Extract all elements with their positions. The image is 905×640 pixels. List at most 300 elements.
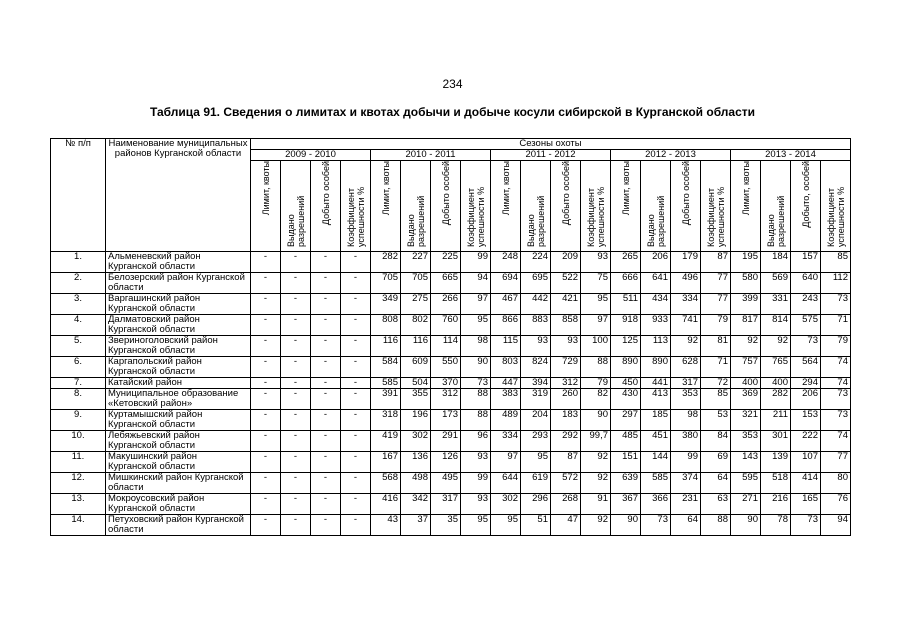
table-cell: 95 [461,315,491,336]
table-cell: 421 [551,294,581,315]
table-cell: - [281,252,311,273]
table-cell: 136 [401,452,431,473]
table-cell: 94 [461,273,491,294]
table-cell: - [341,252,371,273]
table-cell: 824 [521,357,551,378]
table-cell: 271 [731,494,761,515]
table-cell: 116 [401,336,431,357]
table-cell: - [311,252,341,273]
table-cell: 353 [671,389,701,410]
header-subcolumn: Добыто особей [671,161,701,252]
district-name: Куртамышский район Курганской области [106,410,251,431]
header-subcolumn: Лимит, квоты [731,161,761,252]
table-cell: 467 [491,294,521,315]
table-cell: - [251,336,281,357]
table-cell: 447 [491,378,521,389]
table-cell: 73 [461,378,491,389]
table-cell: 95 [461,515,491,536]
header-subcolumn: Добыто особей [431,161,461,252]
table-cell: 301 [761,431,791,452]
table-cell: 63 [701,494,731,515]
table-cell: 206 [641,252,671,273]
table-cell: 802 [401,315,431,336]
header-subcolumn: Коэффициент успешности % [701,161,731,252]
table-cell: - [341,378,371,389]
table-cell: 185 [641,410,671,431]
table-cell: 71 [701,357,731,378]
table-cell: 585 [641,473,671,494]
table-cell: 167 [371,452,401,473]
row-number: 2. [51,273,106,294]
table-row [51,389,851,410]
table-cell: 918 [611,315,641,336]
table-cell: - [251,410,281,431]
table-cell: 334 [491,431,521,452]
table-cell: 609 [401,357,431,378]
table-cell: 73 [791,336,821,357]
table-cell: 296 [521,494,551,515]
header-subcolumn: Коэффициент успешности % [341,161,371,252]
header-subcolumn: Лимит, квоты [371,161,401,252]
table-cell: 115 [491,336,521,357]
table-cell: 209 [551,252,581,273]
district-name: Лебяжьевский район Курганской области [106,431,251,452]
district-name: Катайский район [106,378,251,389]
table-cell: 414 [791,473,821,494]
table-row [51,431,851,452]
table-cell: - [281,336,311,357]
header-subcolumn: Добыто особей [551,161,581,252]
table-cell: 317 [671,378,701,389]
table-cell: 369 [731,389,761,410]
table-cell: 78 [761,515,791,536]
table-cell: 666 [611,273,641,294]
row-number: 8. [51,389,106,410]
table-cell: 572 [551,473,581,494]
row-number: 7. [51,378,106,389]
table-cell: 97 [581,315,611,336]
table-cell: 79 [821,336,851,357]
table-cell: 282 [761,389,791,410]
table-cell: - [311,452,341,473]
table-cell: 639 [611,473,641,494]
table-cell: 77 [701,273,731,294]
table-cell: 64 [701,473,731,494]
table-cell: - [341,294,371,315]
table-cell: 183 [551,410,581,431]
table-cell: 413 [641,389,671,410]
table-cell: - [311,336,341,357]
table-cell: - [311,473,341,494]
district-name: Далматовский район Курганской области [106,315,251,336]
table-cell: - [281,494,311,515]
table-cell: 814 [761,315,791,336]
row-number: 14. [51,515,106,536]
table-cell: 114 [431,336,461,357]
table-cell: 291 [431,431,461,452]
table-cell: - [341,452,371,473]
table-cell: 88 [461,389,491,410]
table-cell: 85 [701,389,731,410]
table-cell: 98 [671,410,701,431]
table-cell: 113 [641,336,671,357]
table-cell: - [281,431,311,452]
table-cell: 77 [701,294,731,315]
table-cell: 92 [581,515,611,536]
table-cell: 265 [611,252,641,273]
table-cell: 498 [401,473,431,494]
table-cell: 569 [761,273,791,294]
district-name: Альменевский район Курганской области [106,252,251,273]
header-season: 2013 - 2014 [731,150,851,161]
table-cell: 275 [401,294,431,315]
table-cell: 97 [491,452,521,473]
table-cell: 92 [581,473,611,494]
table-cell: 84 [701,431,731,452]
table-cell: 243 [791,294,821,315]
table-cell: 88 [581,357,611,378]
row-number: 13. [51,494,106,515]
table-cell: 485 [611,431,641,452]
table-cell: 73 [821,410,851,431]
table-cell: - [341,431,371,452]
table-cell: 434 [641,294,671,315]
table-cell: - [341,357,371,378]
table-cell: 248 [491,252,521,273]
table-cell: 641 [641,273,671,294]
table-cell: 741 [671,315,701,336]
table-cell: 640 [791,273,821,294]
table-cell: - [281,273,311,294]
table-cell: - [311,378,341,389]
table-cell: - [341,273,371,294]
table-cell: 206 [791,389,821,410]
table-cell: 99 [461,252,491,273]
table-cell: 179 [671,252,701,273]
table-cell: 51 [521,515,551,536]
table-cell: - [281,389,311,410]
table-cell: 79 [701,315,731,336]
table-cell: 37 [401,515,431,536]
header-subcolumn: Лимит, квоты [611,161,641,252]
table-cell: 116 [371,336,401,357]
table-cell: 441 [641,378,671,389]
table-cell: 331 [761,294,791,315]
table-cell: 564 [791,357,821,378]
table-cell: 73 [821,294,851,315]
table-cell: 157 [791,252,821,273]
table-cell: 260 [551,389,581,410]
table-row [51,515,851,536]
table-cell: 35 [431,515,461,536]
table-cell: 211 [761,410,791,431]
table-cell: 550 [431,357,461,378]
header-season: 2009 - 2010 [251,150,371,161]
table-cell: 866 [491,315,521,336]
table-row [51,378,851,389]
table-cell: - [341,389,371,410]
table-cell: 317 [431,494,461,515]
table-cell: 353 [731,431,761,452]
table-cell: 184 [761,252,791,273]
table-cell: 80 [821,473,851,494]
district-name: Мишкинский район Курганской области [106,473,251,494]
table-cell: 216 [761,494,791,515]
table-cell: 757 [731,357,761,378]
table-cell: 88 [701,515,731,536]
table-cell: - [311,410,341,431]
table-cell: 73 [821,389,851,410]
table-cell: - [251,515,281,536]
table-cell: 595 [731,473,761,494]
table-cell: 511 [611,294,641,315]
table-cell: 349 [371,294,401,315]
table-cell: 294 [791,378,821,389]
table-cell: 665 [431,273,461,294]
table-cell: 85 [821,252,851,273]
table-row [51,252,851,273]
row-number: 1. [51,252,106,273]
district-name: Каргапольский район Курганской области [106,357,251,378]
table-cell: 72 [701,378,731,389]
table-row [51,294,851,315]
table-cell: - [251,494,281,515]
table-cell: 321 [731,410,761,431]
table-cell: 302 [491,494,521,515]
table-cell: 92 [581,452,611,473]
table-cell: 729 [551,357,581,378]
table-cell: - [281,378,311,389]
table-cell: 227 [401,252,431,273]
table-cell: - [251,452,281,473]
table-cell: 319 [521,389,551,410]
table-row [51,494,851,515]
table-cell: 575 [791,315,821,336]
table-cell: 391 [371,389,401,410]
table-cell: 93 [461,452,491,473]
header-season: 2010 - 2011 [371,150,491,161]
table-cell: 76 [821,494,851,515]
table-cell: 77 [821,452,851,473]
header-subcolumn: Выдано разрешений [281,161,311,252]
table-cell: 90 [581,410,611,431]
table-row [51,410,851,431]
table-cell: 74 [821,378,851,389]
table-cell: 367 [611,494,641,515]
table-cell: 644 [491,473,521,494]
table-cell: 47 [551,515,581,536]
table-cell: 282 [371,252,401,273]
table-cell: 143 [731,452,761,473]
table-cell: 366 [641,494,671,515]
table-cell: 858 [551,315,581,336]
table-cell: 585 [371,378,401,389]
table-cell: 580 [731,273,761,294]
header-subcolumn: Добыто, особей [791,161,821,252]
table-cell: 222 [791,431,821,452]
table-cell: - [341,315,371,336]
table-cell: 394 [521,378,551,389]
table-cell: - [281,410,311,431]
district-name: Мокроусовский район Курганской области [106,494,251,515]
table-cell: - [311,357,341,378]
table-cell: 87 [701,252,731,273]
table-cell: 204 [521,410,551,431]
table-cell: 419 [371,431,401,452]
table-cell: 144 [641,452,671,473]
table-cell: 695 [521,273,551,294]
table-cell: 93 [551,336,581,357]
table-cell: 380 [671,431,701,452]
table-cell: 99 [461,473,491,494]
table-cell: 489 [491,410,521,431]
table-cell: 81 [701,336,731,357]
table-cell: - [341,336,371,357]
table-cell: 496 [671,273,701,294]
table-cell: 312 [431,389,461,410]
district-name: Варгашинский район Курганской области [106,294,251,315]
table-cell: 73 [791,515,821,536]
table-cell: 760 [431,315,461,336]
table-cell: - [281,357,311,378]
header-subcolumn: Коэффициент успешности % [581,161,611,252]
table-cell: 151 [611,452,641,473]
row-number: 12. [51,473,106,494]
table-cell: 584 [371,357,401,378]
table-cell: - [341,473,371,494]
district-name: Муниципальное образование «Кетовский район» [106,389,251,410]
table-cell: 125 [611,336,641,357]
header-subcolumn: Добыто особей [311,161,341,252]
table-cell: 99,7 [581,431,611,452]
header-num: № п/п [51,139,106,252]
table-cell: 268 [551,494,581,515]
table-cell: - [281,452,311,473]
table-cell: - [251,357,281,378]
header-season: 2012 - 2013 [611,150,731,161]
table-cell: 705 [371,273,401,294]
table-cell: 334 [671,294,701,315]
table-cell: 90 [611,515,641,536]
table-cell: - [341,515,371,536]
table-cell: 231 [671,494,701,515]
table-cell: - [251,252,281,273]
table-cell: - [251,431,281,452]
table-cell: 97 [461,294,491,315]
table-cell: 64 [671,515,701,536]
table-cell: 71 [821,315,851,336]
table-cell: - [311,515,341,536]
table-cell: - [281,294,311,315]
table-cell: - [311,315,341,336]
table-cell: 318 [371,410,401,431]
table-cell: - [251,273,281,294]
table-row [51,336,851,357]
table-cell: 370 [431,378,461,389]
table-cell: 817 [731,315,761,336]
table-cell: 95 [491,515,521,536]
table-cell: 883 [521,315,551,336]
table-cell: 196 [401,410,431,431]
header-subcolumn: Выдано разрешений [401,161,431,252]
table-cell: - [281,473,311,494]
table-cell: 92 [761,336,791,357]
table-cell: - [281,315,311,336]
table-cell: - [251,389,281,410]
table-cell: 74 [821,431,851,452]
table-cell: 342 [401,494,431,515]
table-cell: 765 [761,357,791,378]
table-cell: 568 [371,473,401,494]
table-cell: 98 [461,336,491,357]
table-cell: 312 [551,378,581,389]
table-cell: 112 [821,273,851,294]
table-cell: 94 [821,515,851,536]
table-row [51,357,851,378]
header-subcolumn: Выдано разрешений [521,161,551,252]
table-cell: 619 [521,473,551,494]
table-cell: 195 [731,252,761,273]
table-cell: 73 [641,515,671,536]
row-number: 3. [51,294,106,315]
table-cell: 430 [611,389,641,410]
row-number: 9. [51,410,106,431]
table-cell: 93 [521,336,551,357]
table-row [51,273,851,294]
table-cell: 93 [581,252,611,273]
table-cell: - [251,473,281,494]
table-cell: - [251,294,281,315]
table-cell: 43 [371,515,401,536]
table-cell: 933 [641,315,671,336]
table-cell: - [311,431,341,452]
table-cell: 293 [521,431,551,452]
table-cell: 302 [401,431,431,452]
row-number: 4. [51,315,106,336]
quota-table [50,138,851,536]
table-cell: 99 [671,452,701,473]
header-subcolumn: Коэффициент успешности % [461,161,491,252]
table-cell: 95 [581,294,611,315]
table-title: Таблица 91. Сведения о лимитах и квотах добычи и добыче косули сибирской в Курганской области [149,105,756,119]
table-cell: 890 [641,357,671,378]
table-cell: 79 [581,378,611,389]
header-subcolumn: Коэффициент успешности % [821,161,851,252]
table-cell: - [251,315,281,336]
table-cell: - [341,410,371,431]
table-cell: 442 [521,294,551,315]
district-name: Белозерский район Курганской области [106,273,251,294]
table-cell: 518 [761,473,791,494]
table-cell: 153 [791,410,821,431]
table-cell: 297 [611,410,641,431]
table-cell: 95 [521,452,551,473]
header-seasons-group: Сезоны охоты [251,139,851,150]
table-cell: 383 [491,389,521,410]
row-number: 6. [51,357,106,378]
header-subcolumn: Выдано разрешений [761,161,791,252]
table-cell: 96 [461,431,491,452]
table-cell: 126 [431,452,461,473]
district-name: Макушинский район Курганской области [106,452,251,473]
table-cell: 165 [791,494,821,515]
page-number: 234 [442,77,463,91]
table-row [51,315,851,336]
header-season: 2011 - 2012 [491,150,611,161]
table-cell: 53 [701,410,731,431]
table-cell: 374 [671,473,701,494]
table-cell: 890 [611,357,641,378]
